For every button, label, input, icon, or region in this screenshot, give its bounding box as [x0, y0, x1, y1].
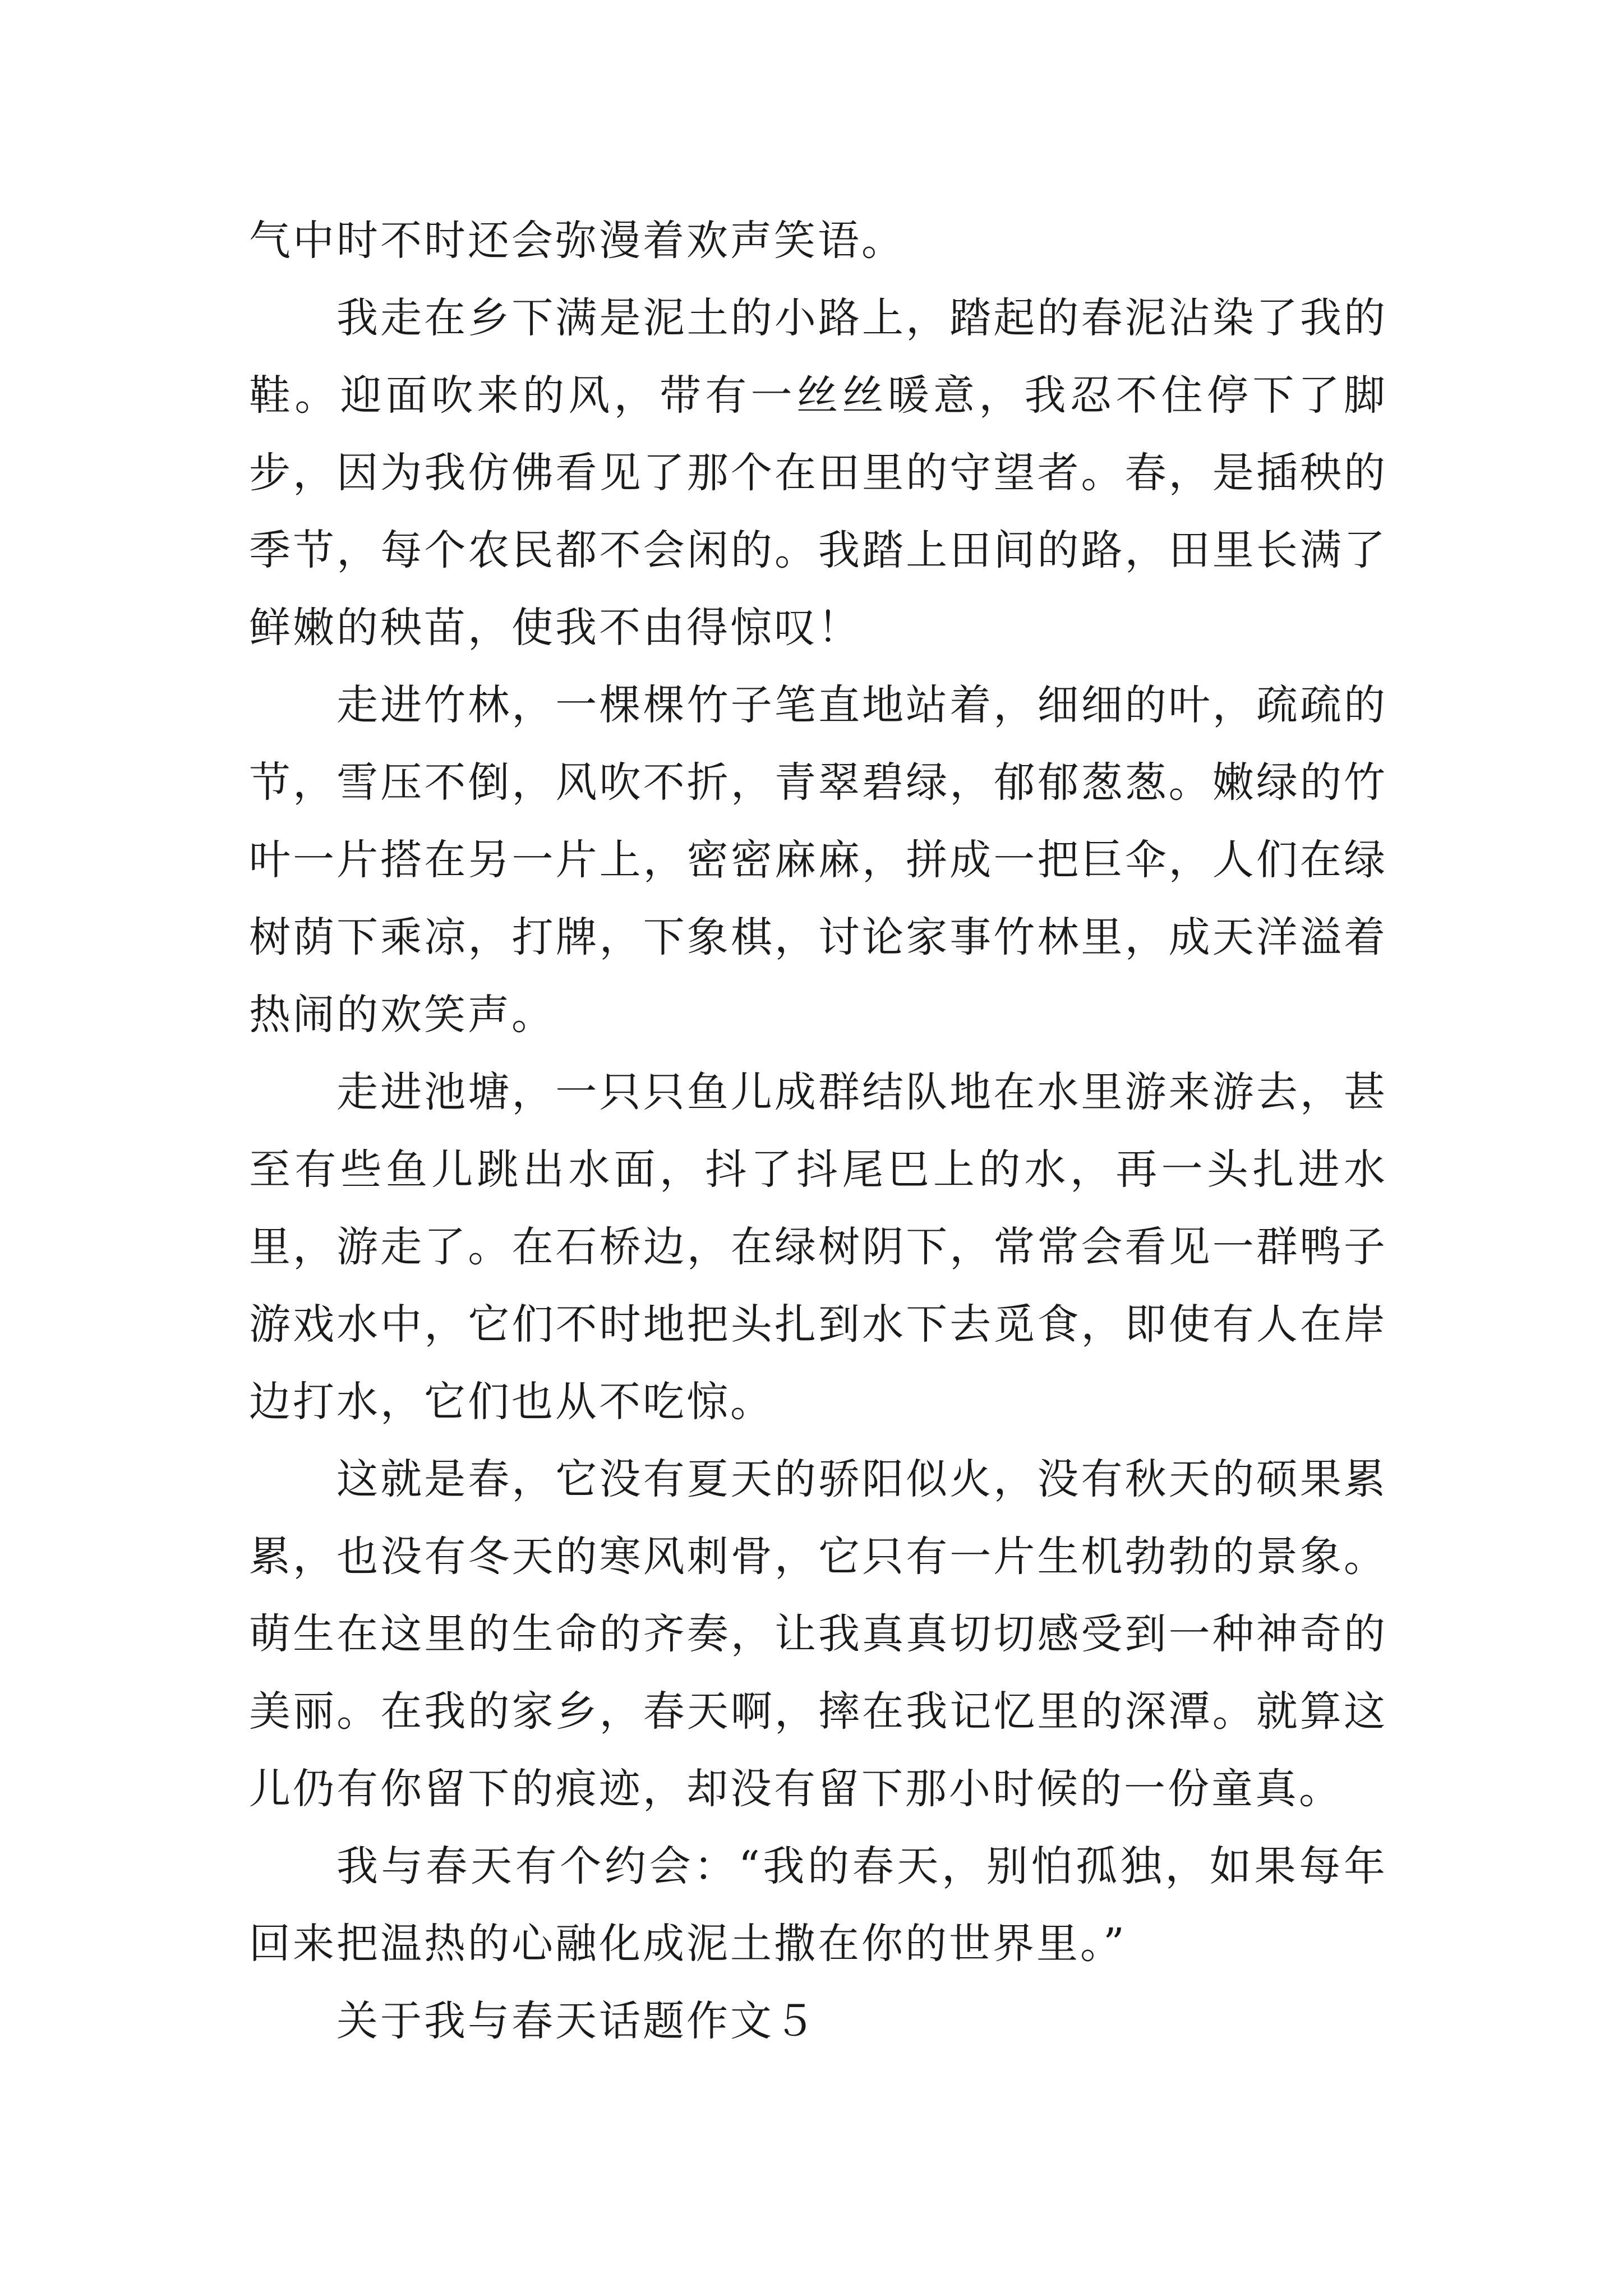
paragraph-2: 我走在乡下满是泥土的小路上，踏起的春泥沾染了我的鞋。迎面吹来的风，带有一丝丝暖意，我忍不住停下了脚步，因为我仿佛看见了那个在田里的守望者。春，是插秧的季节，每个农民都不会闲的。我踏上田间的路，田里长满了鲜嫩的秧苗，使我不由得惊叹！	[249, 294, 1387, 652]
paragraph-3: 走进竹林，一棵棵竹子笔直地站着，细细的叶，疏疏的节，雪压不倒，风吹不折，青翠碧绿，郁郁葱葱。嫩绿的竹叶一片搭在另一片上，密密麻麻，拼成一把巨伞，人们在绿树荫下乘凉，打牌，下象棋，讨论家事竹林里，成天洋溢着热闹的欢笑声。	[249, 681, 1387, 1039]
paragraph-1: 气中时不时还会弥漫着欢声笑语。	[249, 217, 905, 265]
section-heading: 关于我与春天话题作文５	[336, 1997, 818, 2045]
paragraph-4: 走进池塘，一只只鱼儿成群结队地在水里游来游去，甚至有些鱼儿跳出水面，抖了抖尾巴上的水，再一头扎进水里，游走了。在石桥边，在绿树阴下，常常会看见一群鸭子游戏水中，它们不时地把头扎到水下去觅食，即使有人在岸边打水，它们也从不吃惊。	[249, 1068, 1387, 1426]
paragraph-5: 这就是春，它没有夏天的骄阳似火，没有秋天的硕果累累，也没有冬天的寒风刺骨，它只有一片生机勃勃的景象。萌生在这里的生命的齐奏，让我真真切切感受到一种神奇的美丽。在我的家乡，春天啊，摔在我记忆里的深潭。就算这儿仍有你留下的痕迹，却没有留下那小时候的一份童真。	[249, 1455, 1387, 1813]
document-body	[249, 202, 1387, 2060]
paragraph-6: 我与春天有个约会：“我的春天，别怕孤独，如果每年回来把温热的心融化成泥土撒在你的世界里。”	[249, 1842, 1387, 1968]
